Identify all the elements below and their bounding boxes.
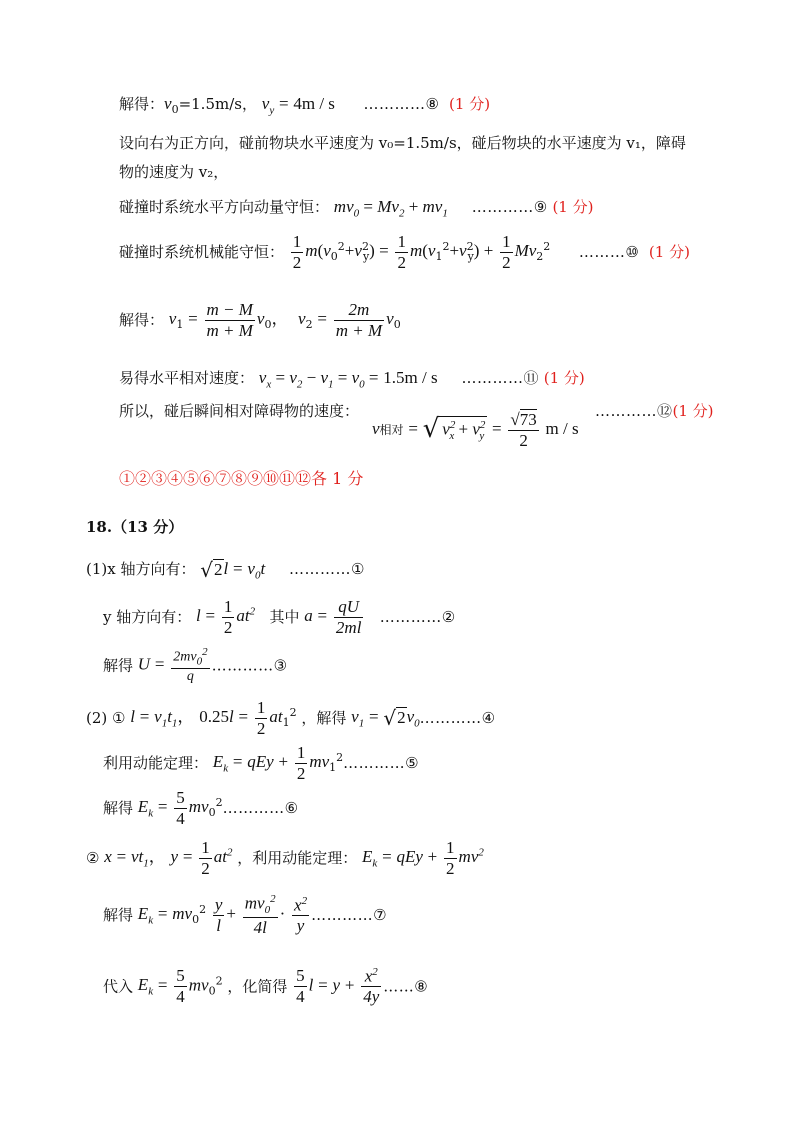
energy-label: 碰撞时系统机械能守恒： (119, 243, 285, 262)
part2-kinetic-theorem: 利用动能定理： $E_k$ = qEy + $\frac{1}{2}$ $mv_1^2\dots\dots\dots\dots ⑤$ (103, 743, 420, 783)
marker-12: …………⑫ (595, 402, 673, 420)
solve-label: 解得 (103, 799, 134, 818)
marker-8: ……⑧ (383, 977, 429, 996)
solve-label: 解得 (103, 906, 134, 925)
theorem-label: ，利用动能定理： (237, 849, 358, 868)
part2-step2: ② $x = vt_1$， y = $\frac{1}{2}$ $at^2$ ，利用动能定理： $E_k$ = qEy + $\frac{1}{2}$ $mv^2$ (86, 838, 484, 878)
part1-y-axis: y 轴方向有： l = $\frac{1}{2}$ $at^2$ 其中 a = $\frac{qU}{2ml}$ …………② (103, 597, 456, 637)
score-badge: (1 分) (552, 198, 594, 216)
marker-9: …………⑨ (471, 198, 548, 216)
marker-11: …………⑪ (461, 369, 539, 387)
momentum-line (119, 197, 593, 221)
part-label: ② (86, 849, 100, 868)
vy-value: 4m / s (293, 94, 335, 113)
part-label: (1) (86, 560, 108, 578)
v0-value: 1.5m/s， (191, 95, 257, 113)
relative-speed-marker (595, 402, 714, 420)
solve-label: 解得： (119, 95, 165, 113)
score-badge: (1 分) (672, 402, 714, 420)
where-label: 其中 (269, 608, 300, 627)
relative-value: 1.5m / s (383, 368, 438, 387)
marker-8: …………⑧ (363, 95, 440, 113)
relative-speed-label-line (119, 402, 359, 420)
marker-3: …………③ (211, 656, 288, 675)
part1-solution: 解得 U = $\frac{2mv_0^2}{q}$ …………③ (103, 646, 288, 685)
paragraph-line: 物的速度为 v₂， (119, 163, 229, 181)
part2-step1: (2) ① $l = v_1t_1$， 0.25l = $\frac{1}{2}$ $at_1^2$ ，解得 $v_1$ = $√2v_0\dots\dots\dots\dots ④$ (86, 698, 496, 738)
relative-velocity-line: 易得水平相对速度： $v_x = v_2 - v_1 = v_0 = 1.5m / s$ …………⑪ (1 分) (119, 368, 585, 391)
line-solve-v0-vy: 解得：$v_0=1.5m/s$， $v_y = 4m / s$ …………⑧ (1 分) (119, 94, 491, 117)
unit: m / s (545, 419, 579, 439)
solve-label: ，解得 (301, 709, 347, 728)
score-badge: (1 分) (543, 369, 585, 387)
axis-label: y 轴方向有： (103, 608, 192, 627)
marker-7: …………⑦ (311, 906, 388, 925)
score-badge: (1 分) (648, 243, 690, 262)
solve-label: 解得： (119, 311, 165, 330)
part2-substitute: 代入 $E_k$ = $\frac{5}{4}$ $mv_0^2$ ，化简得 $\frac{5}{4}$ l = y + $\frac{x^2}{4y}$ ……⑧ (103, 966, 429, 1007)
marker-2: …………② (379, 608, 456, 627)
energy-line: 碰撞时系统机械能守恒： $\frac{1}{2}$ $m(v_0^2+v^2_y)$ = $\frac{1}{2}$ $m(v_1^2+v^2_y)$ + $\frac{1}{2}$ $Mv_2^2$ ………⑩ (1 分) (119, 232, 690, 272)
marker-1: …………① (289, 560, 365, 578)
part-label: (2) ① (86, 709, 126, 728)
part2-ek-expression: 解得 $E_k = mv_0^2$ $\frac{y}{l}$ + $\frac{mv_0^2}{4l}$ · $\frac{x^2}{y}$ …………⑦ (103, 893, 388, 937)
substitute-label: 代入 (103, 977, 134, 996)
relative-speed-equation: v相对 = √ $v^2_x + v^2_y$ = $\frac{√73}{2}$ m / s (372, 410, 579, 450)
momentum-equation: $mv_0 = Mv_2 + mv_1$ (333, 197, 448, 220)
theorem-label: 利用动能定理： (103, 754, 209, 773)
solve-label: 解得 (103, 656, 134, 675)
axis-label: x 轴方向有： (107, 560, 196, 578)
solution-v1-v2: 解得： $v_1$ = $\frac{m - M}{m + M}$ $v_0$， $v_2$ = $\frac{2m}{m + M}$ $v_0$ (119, 300, 401, 340)
part2-ek-solution: 解得 $E_k$ = $\frac{5}{4}$ $mv_0^2\dots\dots\dots\dots ⑥$ (103, 788, 299, 828)
marker-5: …………⑤ (343, 754, 420, 773)
marker-6: …………⑥ (222, 799, 299, 818)
relative-subscript: 相对 (379, 423, 404, 438)
relative-speed-label: 所以，碰后瞬间相对障碍物的速度： (119, 402, 360, 420)
momentum-label: 碰撞时系统水平方向动量守恒： (119, 198, 330, 216)
marker-10: ………⑩ (578, 243, 640, 262)
marker-4: …………④ (419, 709, 496, 728)
relative-label: 易得水平相对速度： (119, 369, 255, 387)
score-summary: ①②③④⑤⑥⑦⑧⑨⑩⑪⑫各 1 分 (119, 469, 364, 488)
simplify-label: ，化简得 (227, 977, 288, 996)
paragraph-line: 设向右为正方向，碰前物块水平速度为 v₀=1.5m/s，碰后物块的水平速度为 v₁，障碍 (119, 134, 686, 152)
question-18-title: 18.（13 分） (86, 518, 184, 536)
part1-x-axis: (1)x 轴方向有： $√2l = v_0t$ …………① (86, 558, 365, 582)
score-badge: (1 分) (449, 95, 491, 113)
